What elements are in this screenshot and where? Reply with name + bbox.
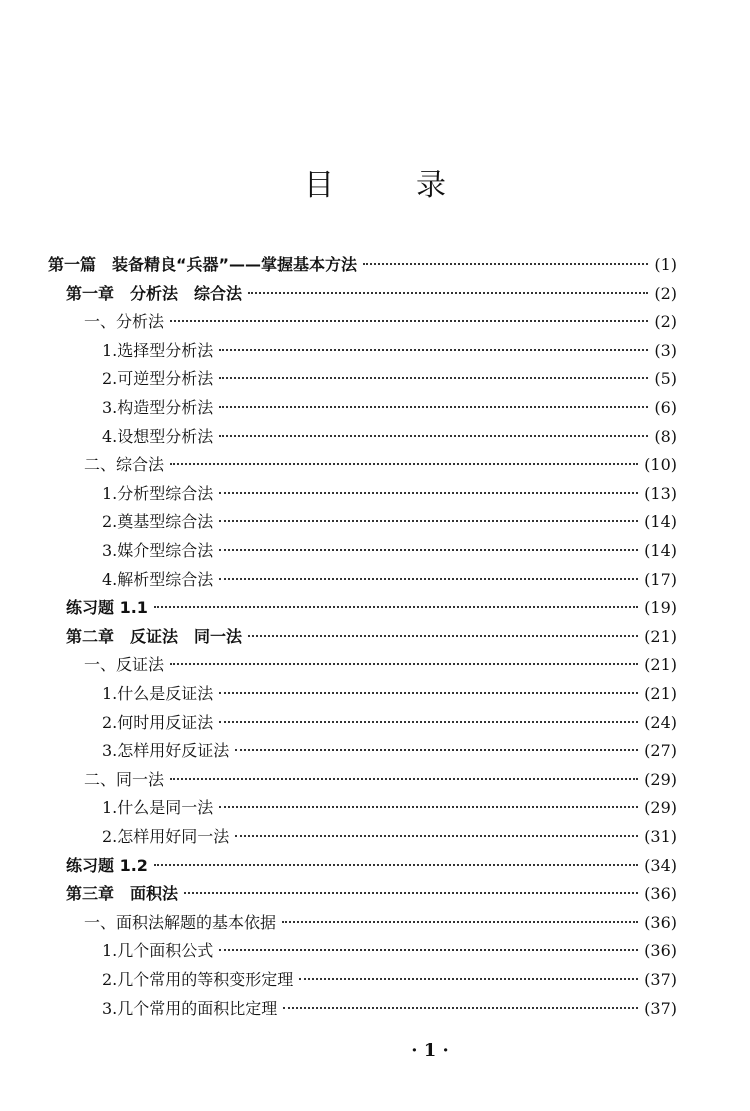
dot-leader: [219, 949, 638, 951]
toc-entry-page: (8): [654, 426, 677, 446]
toc-entry-title: 2.可逆型分析法: [102, 369, 214, 389]
toc-entry-title: 一、分析法: [84, 312, 165, 332]
toc-entry-title: 二、同一法: [84, 769, 165, 789]
dot-leader: [154, 606, 638, 608]
toc-entry-page: (13): [644, 483, 677, 503]
toc-row: [48, 251, 677, 279]
dot-leader: [219, 349, 648, 351]
toc-row: [84, 651, 677, 679]
dot-leader: [219, 721, 638, 723]
toc-row: [102, 823, 677, 851]
toc-row: [84, 766, 677, 794]
toc-entry-page: (5): [654, 369, 677, 389]
toc-entry-title: 练习题 1.2: [66, 855, 148, 875]
toc-entry-page: (31): [644, 827, 677, 846]
toc-row: [102, 480, 677, 508]
toc-entry-page: (14): [644, 512, 677, 532]
dot-leader: [299, 978, 638, 980]
toc-entry-title: 2.怎样用好同一法: [102, 827, 230, 846]
dot-leader: [170, 663, 638, 665]
toc-row: [102, 737, 677, 765]
dot-leader: [219, 549, 638, 551]
toc-entry-page: (37): [644, 970, 677, 989]
dot-leader: [219, 520, 638, 522]
toc-entry-title: 1.几个面积公式: [102, 941, 214, 961]
dot-leader: [170, 463, 638, 465]
toc-row: [102, 937, 677, 965]
toc-entry-title: 练习题 1.1: [66, 598, 148, 618]
dot-leader: [283, 1007, 638, 1009]
toc-entry-page: (29): [644, 769, 677, 789]
toc-row: [66, 880, 677, 908]
toc-row: [84, 308, 677, 336]
toc-entry-page: (3): [654, 340, 677, 360]
dot-leader: [219, 692, 638, 694]
dot-leader: [170, 778, 638, 780]
toc-entry-title: 3.构造型分析法: [102, 398, 214, 417]
dot-leader: [248, 292, 648, 294]
toc-row: [102, 680, 677, 708]
toc-entry-title: 3.怎样用好反证法: [102, 741, 230, 761]
toc-entry-title: 二、综合法: [84, 455, 165, 475]
toc-entry-page: (36): [644, 884, 677, 904]
toc-entry-title: 3.媒介型综合法: [102, 541, 214, 560]
toc-entry-page: (1): [654, 255, 677, 274]
toc-entry-page: (36): [644, 941, 677, 961]
toc-entry-page: (19): [644, 598, 677, 618]
dot-leader: [219, 406, 648, 408]
toc-entry-page: (24): [644, 712, 677, 732]
toc-entry-title: 1.什么是反证法: [102, 684, 214, 703]
toc-entry-page: (36): [644, 912, 677, 932]
toc-entry-page: (10): [644, 455, 677, 475]
toc-row: [84, 451, 677, 479]
toc-entry-page: (14): [644, 541, 677, 560]
dot-leader: [154, 864, 638, 866]
toc-row: [102, 337, 677, 365]
toc-entry-page: (21): [644, 655, 677, 675]
toc-row: [102, 995, 677, 1023]
toc-row: [66, 623, 677, 651]
page-title: 目 录: [304, 168, 472, 203]
toc-entry-title: 1.分析型综合法: [102, 483, 214, 503]
toc-row: [102, 537, 677, 565]
toc-entry-page: (21): [644, 684, 677, 703]
toc-row: [102, 508, 677, 536]
toc-entry-title: 4.设想型分析法: [102, 426, 214, 446]
toc-entry-title: 4.解析型综合法: [102, 569, 214, 589]
toc-entry-page: (2): [654, 312, 677, 332]
toc-entry-page: (2): [654, 283, 677, 303]
toc-row: [102, 394, 677, 422]
toc-entry-title: 第一篇 装备精良“兵器”——掌握基本方法: [48, 255, 358, 274]
toc-row: [66, 594, 677, 622]
toc-entry-title: 第三章 面积法: [66, 884, 179, 904]
toc-entry-title: 一、面积法解题的基本依据: [84, 912, 277, 932]
toc-row: [102, 709, 677, 737]
toc-row: [66, 852, 677, 880]
toc-entry-page: (37): [644, 998, 677, 1018]
toc-row: [102, 566, 677, 594]
toc-entry-title: 第一章 分析法 综合法: [66, 283, 243, 303]
toc-entry-title: 一、反证法: [84, 655, 165, 675]
toc-entry-page: (27): [644, 741, 677, 761]
toc-entry-page: (21): [644, 626, 677, 646]
toc-row: [66, 280, 677, 308]
toc-row: [102, 423, 677, 451]
toc-entry-page: (6): [654, 398, 677, 417]
dot-leader: [170, 320, 648, 322]
toc-entry-title: 2.何时用反证法: [102, 712, 214, 732]
dot-leader: [282, 921, 638, 923]
toc-entry-title: 1.选择型分析法: [102, 340, 214, 360]
dot-leader: [219, 578, 638, 580]
page-number: · 1 ·: [411, 1040, 449, 1061]
dot-leader: [219, 492, 638, 494]
toc-entry-page: (34): [644, 855, 677, 875]
toc-row: [102, 365, 677, 393]
toc-entry-title: 第二章 反证法 同一法: [66, 626, 243, 646]
toc-entry-title: 2.奠基型综合法: [102, 512, 214, 532]
toc-entry-title: 1.什么是同一法: [102, 798, 214, 818]
toc-entry-title: 2.几个常用的等积变形定理: [102, 970, 294, 989]
dot-leader: [184, 892, 638, 894]
dot-leader: [363, 263, 648, 265]
toc-row: [102, 794, 677, 822]
dot-leader: [219, 377, 648, 379]
toc-row: [84, 909, 677, 937]
toc-entry-title: 3.几个常用的面积比定理: [102, 998, 278, 1018]
dot-leader: [248, 635, 638, 637]
dot-leader: [235, 749, 638, 751]
dot-leader: [219, 806, 638, 808]
toc-row: [102, 966, 677, 994]
toc-entry-page: (17): [644, 569, 677, 589]
dot-leader: [219, 435, 648, 437]
toc-entry-page: (29): [644, 798, 677, 818]
dot-leader: [235, 835, 638, 837]
